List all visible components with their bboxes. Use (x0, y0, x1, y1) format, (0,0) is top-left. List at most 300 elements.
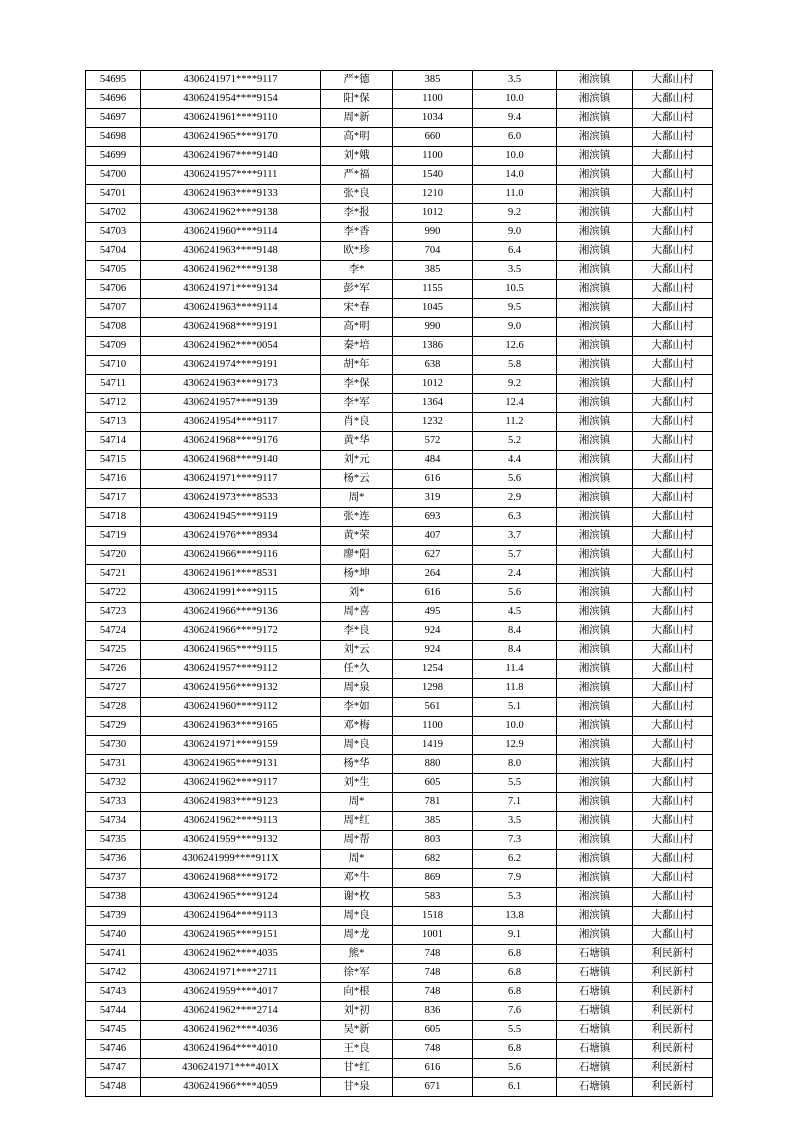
cell-village: 大鄱山村 (633, 394, 713, 413)
cell-person-name-masked: 杨*华 (321, 755, 393, 774)
cell-town: 湘滨镇 (557, 907, 633, 926)
table-row (86, 318, 713, 337)
cell-sequence-number: 54737 (86, 869, 141, 888)
table-row (86, 774, 713, 793)
cell-quantity: 5.7 (473, 546, 557, 565)
table-row (86, 546, 713, 565)
cell-person-name-masked: 周*良 (321, 736, 393, 755)
cell-amount: 1100 (393, 147, 473, 166)
cell-person-name-masked: 周*龙 (321, 926, 393, 945)
cell-village: 大鄱山村 (633, 299, 713, 318)
cell-quantity: 5.1 (473, 698, 557, 717)
cell-quantity: 6.8 (473, 983, 557, 1002)
cell-quantity: 3.7 (473, 527, 557, 546)
cell-quantity: 4.5 (473, 603, 557, 622)
cell-village: 大鄱山村 (633, 318, 713, 337)
cell-amount: 385 (393, 71, 473, 90)
cell-amount: 693 (393, 508, 473, 527)
cell-sequence-number: 54728 (86, 698, 141, 717)
cell-id-number-masked: 4306241962****9138 (141, 204, 321, 223)
cell-amount: 1034 (393, 109, 473, 128)
cell-person-name-masked: 吴*新 (321, 1021, 393, 1040)
cell-amount: 605 (393, 774, 473, 793)
cell-sequence-number: 54720 (86, 546, 141, 565)
cell-amount: 616 (393, 470, 473, 489)
cell-sequence-number: 54747 (86, 1059, 141, 1078)
table-row (86, 698, 713, 717)
cell-sequence-number: 54723 (86, 603, 141, 622)
cell-town: 湘滨镇 (557, 584, 633, 603)
cell-amount: 1232 (393, 413, 473, 432)
cell-id-number-masked: 4306241965****9151 (141, 926, 321, 945)
cell-quantity: 10.5 (473, 280, 557, 299)
cell-village: 利民新村 (633, 964, 713, 983)
cell-person-name-masked: 李* (321, 261, 393, 280)
cell-sequence-number: 54731 (86, 755, 141, 774)
cell-amount: 836 (393, 1002, 473, 1021)
cell-person-name-masked: 阳*保 (321, 90, 393, 109)
cell-village: 利民新村 (633, 1078, 713, 1097)
cell-quantity: 9.5 (473, 299, 557, 318)
cell-amount: 990 (393, 223, 473, 242)
cell-sequence-number: 54730 (86, 736, 141, 755)
cell-person-name-masked: 熊* (321, 945, 393, 964)
cell-id-number-masked: 4306241964****9113 (141, 907, 321, 926)
cell-quantity: 3.5 (473, 71, 557, 90)
cell-sequence-number: 54709 (86, 337, 141, 356)
cell-village: 大鄱山村 (633, 888, 713, 907)
cell-id-number-masked: 4306241962****4036 (141, 1021, 321, 1040)
cell-village: 大鄱山村 (633, 527, 713, 546)
cell-id-number-masked: 4306241959****4017 (141, 983, 321, 1002)
table-body (86, 71, 713, 1097)
cell-town: 湘滨镇 (557, 185, 633, 204)
cell-amount: 924 (393, 641, 473, 660)
cell-quantity: 6.8 (473, 964, 557, 983)
cell-amount: 561 (393, 698, 473, 717)
cell-sequence-number: 54741 (86, 945, 141, 964)
cell-id-number-masked: 4306241963****9133 (141, 185, 321, 204)
cell-person-name-masked: 张*良 (321, 185, 393, 204)
cell-village: 大鄱山村 (633, 508, 713, 527)
cell-person-name-masked: 谢*枚 (321, 888, 393, 907)
cell-id-number-masked: 4306241974****9191 (141, 356, 321, 375)
cell-quantity: 12.6 (473, 337, 557, 356)
cell-town: 湘滨镇 (557, 565, 633, 584)
cell-id-number-masked: 4306241959****9132 (141, 831, 321, 850)
cell-sequence-number: 54745 (86, 1021, 141, 1040)
cell-amount: 1001 (393, 926, 473, 945)
cell-village: 大鄱山村 (633, 261, 713, 280)
cell-id-number-masked: 4306241960****9114 (141, 223, 321, 242)
cell-village: 利民新村 (633, 1002, 713, 1021)
cell-village: 大鄱山村 (633, 622, 713, 641)
cell-quantity: 6.0 (473, 128, 557, 147)
cell-amount: 803 (393, 831, 473, 850)
cell-person-name-masked: 邓*梅 (321, 717, 393, 736)
cell-id-number-masked: 4306241966****9136 (141, 603, 321, 622)
cell-id-number-masked: 4306241956****9132 (141, 679, 321, 698)
table-row (86, 337, 713, 356)
cell-amount: 627 (393, 546, 473, 565)
cell-town: 湘滨镇 (557, 812, 633, 831)
table-row (86, 812, 713, 831)
cell-id-number-masked: 4306241971****9117 (141, 71, 321, 90)
cell-village: 大鄱山村 (633, 869, 713, 888)
table-row (86, 128, 713, 147)
cell-sequence-number: 54746 (86, 1040, 141, 1059)
cell-person-name-masked: 李*良 (321, 622, 393, 641)
cell-village: 大鄱山村 (633, 907, 713, 926)
cell-quantity: 9.2 (473, 204, 557, 223)
table-row (86, 717, 713, 736)
cell-id-number-masked: 4306241966****9116 (141, 546, 321, 565)
cell-amount: 1386 (393, 337, 473, 356)
cell-amount: 605 (393, 1021, 473, 1040)
cell-id-number-masked: 4306241968****9191 (141, 318, 321, 337)
cell-quantity: 9.2 (473, 375, 557, 394)
cell-quantity: 6.8 (473, 945, 557, 964)
cell-quantity: 7.3 (473, 831, 557, 850)
cell-amount: 671 (393, 1078, 473, 1097)
cell-amount: 385 (393, 261, 473, 280)
cell-town: 石塘镇 (557, 945, 633, 964)
cell-town: 湘滨镇 (557, 261, 633, 280)
table-row (86, 71, 713, 90)
cell-amount: 1045 (393, 299, 473, 318)
cell-town: 石塘镇 (557, 1078, 633, 1097)
cell-person-name-masked: 杨*坤 (321, 565, 393, 584)
table-row (86, 736, 713, 755)
cell-quantity: 2.4 (473, 565, 557, 584)
cell-sequence-number: 54725 (86, 641, 141, 660)
table-row (86, 964, 713, 983)
cell-town: 石塘镇 (557, 1059, 633, 1078)
cell-id-number-masked: 4306241963****9114 (141, 299, 321, 318)
cell-town: 湘滨镇 (557, 394, 633, 413)
cell-village: 大鄱山村 (633, 565, 713, 584)
cell-id-number-masked: 4306241983****9123 (141, 793, 321, 812)
cell-town: 湘滨镇 (557, 413, 633, 432)
cell-sequence-number: 54696 (86, 90, 141, 109)
cell-quantity: 13.8 (473, 907, 557, 926)
cell-id-number-masked: 4306241965****9170 (141, 128, 321, 147)
cell-person-name-masked: 肖*良 (321, 413, 393, 432)
cell-id-number-masked: 4306241954****9154 (141, 90, 321, 109)
table-row (86, 432, 713, 451)
cell-sequence-number: 54743 (86, 983, 141, 1002)
cell-town: 湘滨镇 (557, 375, 633, 394)
cell-town: 湘滨镇 (557, 204, 633, 223)
cell-amount: 990 (393, 318, 473, 337)
table-row (86, 109, 713, 128)
cell-village: 大鄱山村 (633, 204, 713, 223)
cell-village: 大鄱山村 (633, 698, 713, 717)
cell-amount: 1012 (393, 375, 473, 394)
cell-person-name-masked: 廖*阳 (321, 546, 393, 565)
cell-amount: 748 (393, 964, 473, 983)
cell-sequence-number: 54726 (86, 660, 141, 679)
table-row (86, 489, 713, 508)
cell-village: 大鄱山村 (633, 413, 713, 432)
table-row (86, 945, 713, 964)
cell-id-number-masked: 4306241965****9124 (141, 888, 321, 907)
cell-sequence-number: 54719 (86, 527, 141, 546)
cell-id-number-masked: 4306241968****9176 (141, 432, 321, 451)
cell-sequence-number: 54738 (86, 888, 141, 907)
cell-town: 湘滨镇 (557, 299, 633, 318)
cell-town: 湘滨镇 (557, 147, 633, 166)
table-row (86, 299, 713, 318)
cell-town: 湘滨镇 (557, 166, 633, 185)
cell-person-name-masked: 徐*军 (321, 964, 393, 983)
cell-id-number-masked: 4306241962****4035 (141, 945, 321, 964)
cell-id-number-masked: 4306241968****9172 (141, 869, 321, 888)
cell-sequence-number: 54722 (86, 584, 141, 603)
cell-quantity: 8.0 (473, 755, 557, 774)
cell-sequence-number: 54703 (86, 223, 141, 242)
table-row (86, 869, 713, 888)
cell-town: 湘滨镇 (557, 679, 633, 698)
cell-sequence-number: 54744 (86, 1002, 141, 1021)
cell-id-number-masked: 4306241991****9115 (141, 584, 321, 603)
cell-village: 大鄱山村 (633, 774, 713, 793)
cell-amount: 1540 (393, 166, 473, 185)
cell-sequence-number: 54695 (86, 71, 141, 90)
cell-sequence-number: 54715 (86, 451, 141, 470)
cell-village: 大鄱山村 (633, 223, 713, 242)
cell-town: 湘滨镇 (557, 793, 633, 812)
cell-amount: 495 (393, 603, 473, 622)
cell-quantity: 5.6 (473, 1059, 557, 1078)
cell-quantity: 5.6 (473, 470, 557, 489)
table-row (86, 641, 713, 660)
cell-sequence-number: 54718 (86, 508, 141, 527)
cell-village: 大鄱山村 (633, 375, 713, 394)
cell-id-number-masked: 4306241963****9165 (141, 717, 321, 736)
cell-village: 大鄱山村 (633, 109, 713, 128)
cell-village: 利民新村 (633, 1040, 713, 1059)
cell-amount: 484 (393, 451, 473, 470)
cell-town: 湘滨镇 (557, 356, 633, 375)
cell-person-name-masked: 李*香 (321, 223, 393, 242)
cell-amount: 616 (393, 584, 473, 603)
cell-person-name-masked: 周*良 (321, 907, 393, 926)
cell-village: 大鄱山村 (633, 470, 713, 489)
cell-town: 湘滨镇 (557, 432, 633, 451)
table-row (86, 679, 713, 698)
cell-town: 湘滨镇 (557, 850, 633, 869)
cell-person-name-masked: 胡*年 (321, 356, 393, 375)
cell-village: 大鄱山村 (633, 679, 713, 698)
cell-sequence-number: 54735 (86, 831, 141, 850)
table-row (86, 394, 713, 413)
cell-id-number-masked: 4306241962****2714 (141, 1002, 321, 1021)
cell-village: 大鄱山村 (633, 90, 713, 109)
cell-amount: 880 (393, 755, 473, 774)
cell-id-number-masked: 4306241957****9111 (141, 166, 321, 185)
cell-village: 大鄱山村 (633, 546, 713, 565)
cell-person-name-masked: 李*军 (321, 394, 393, 413)
cell-town: 湘滨镇 (557, 337, 633, 356)
cell-town: 湘滨镇 (557, 736, 633, 755)
cell-sequence-number: 54704 (86, 242, 141, 261)
table-row (86, 565, 713, 584)
cell-village: 利民新村 (633, 1059, 713, 1078)
cell-amount: 1012 (393, 204, 473, 223)
cell-person-name-masked: 高*明 (321, 318, 393, 337)
cell-amount: 319 (393, 489, 473, 508)
cell-id-number-masked: 4306241971****9134 (141, 280, 321, 299)
table-row (86, 261, 713, 280)
cell-sequence-number: 54733 (86, 793, 141, 812)
cell-person-name-masked: 周*泉 (321, 679, 393, 698)
cell-sequence-number: 54736 (86, 850, 141, 869)
table-row (86, 907, 713, 926)
cell-amount: 924 (393, 622, 473, 641)
cell-id-number-masked: 4306241971****2711 (141, 964, 321, 983)
cell-amount: 1155 (393, 280, 473, 299)
cell-town: 湘滨镇 (557, 755, 633, 774)
cell-town: 湘滨镇 (557, 869, 633, 888)
cell-quantity: 14.0 (473, 166, 557, 185)
cell-village: 大鄱山村 (633, 850, 713, 869)
cell-id-number-masked: 4306241966****4059 (141, 1078, 321, 1097)
cell-town: 湘滨镇 (557, 641, 633, 660)
cell-town: 湘滨镇 (557, 242, 633, 261)
cell-village: 大鄱山村 (633, 489, 713, 508)
benefit-roster-table (85, 70, 713, 1097)
cell-quantity: 9.1 (473, 926, 557, 945)
cell-amount: 682 (393, 850, 473, 869)
cell-town: 石塘镇 (557, 1040, 633, 1059)
cell-person-name-masked: 向*根 (321, 983, 393, 1002)
cell-person-name-masked: 甘*泉 (321, 1078, 393, 1097)
table-row (86, 660, 713, 679)
table-row (86, 850, 713, 869)
cell-sequence-number: 54739 (86, 907, 141, 926)
cell-amount: 660 (393, 128, 473, 147)
cell-id-number-masked: 4306241965****9131 (141, 755, 321, 774)
cell-id-number-masked: 4306241962****9117 (141, 774, 321, 793)
cell-town: 湘滨镇 (557, 128, 633, 147)
cell-person-name-masked: 杨*云 (321, 470, 393, 489)
cell-person-name-masked: 周* (321, 489, 393, 508)
cell-id-number-masked: 4306241965****9115 (141, 641, 321, 660)
cell-amount: 1518 (393, 907, 473, 926)
cell-sequence-number: 54711 (86, 375, 141, 394)
cell-id-number-masked: 4306241960****9112 (141, 698, 321, 717)
cell-amount: 638 (393, 356, 473, 375)
cell-sequence-number: 54697 (86, 109, 141, 128)
cell-town: 湘滨镇 (557, 660, 633, 679)
cell-village: 大鄱山村 (633, 717, 713, 736)
cell-village: 大鄱山村 (633, 641, 713, 660)
cell-person-name-masked: 秦*培 (321, 337, 393, 356)
cell-person-name-masked: 严*德 (321, 71, 393, 90)
cell-town: 湘滨镇 (557, 280, 633, 299)
cell-sequence-number: 54717 (86, 489, 141, 508)
table-row (86, 793, 713, 812)
cell-person-name-masked: 刘*生 (321, 774, 393, 793)
cell-village: 大鄱山村 (633, 432, 713, 451)
cell-sequence-number: 54698 (86, 128, 141, 147)
cell-person-name-masked: 周*帮 (321, 831, 393, 850)
cell-id-number-masked: 4306241963****9173 (141, 375, 321, 394)
cell-town: 湘滨镇 (557, 90, 633, 109)
cell-village: 大鄱山村 (633, 451, 713, 470)
cell-quantity: 5.5 (473, 1021, 557, 1040)
cell-quantity: 8.4 (473, 641, 557, 660)
table-row (86, 223, 713, 242)
cell-person-name-masked: 李*如 (321, 698, 393, 717)
cell-id-number-masked: 4306241963****9148 (141, 242, 321, 261)
cell-sequence-number: 54714 (86, 432, 141, 451)
table-row (86, 926, 713, 945)
table-row (86, 185, 713, 204)
cell-id-number-masked: 4306241954****9117 (141, 413, 321, 432)
cell-sequence-number: 54748 (86, 1078, 141, 1097)
cell-sequence-number: 54740 (86, 926, 141, 945)
table-row (86, 888, 713, 907)
cell-person-name-masked: 周* (321, 850, 393, 869)
cell-quantity: 9.0 (473, 318, 557, 337)
cell-person-name-masked: 李*报 (321, 204, 393, 223)
cell-quantity: 6.4 (473, 242, 557, 261)
cell-quantity: 7.9 (473, 869, 557, 888)
cell-town: 湘滨镇 (557, 527, 633, 546)
cell-sequence-number: 54716 (86, 470, 141, 489)
table-row (86, 413, 713, 432)
cell-amount: 572 (393, 432, 473, 451)
cell-sequence-number: 54702 (86, 204, 141, 223)
cell-sequence-number: 54699 (86, 147, 141, 166)
cell-quantity: 6.2 (473, 850, 557, 869)
cell-quantity: 5.8 (473, 356, 557, 375)
cell-village: 大鄱山村 (633, 242, 713, 261)
cell-sequence-number: 54708 (86, 318, 141, 337)
cell-quantity: 6.8 (473, 1040, 557, 1059)
table-row (86, 451, 713, 470)
table-row (86, 527, 713, 546)
table-row (86, 622, 713, 641)
cell-id-number-masked: 4306241967****9140 (141, 147, 321, 166)
cell-sequence-number: 54701 (86, 185, 141, 204)
cell-village: 大鄱山村 (633, 660, 713, 679)
cell-id-number-masked: 4306241962****9113 (141, 812, 321, 831)
cell-village: 大鄱山村 (633, 584, 713, 603)
cell-id-number-masked: 4306241961****8531 (141, 565, 321, 584)
cell-amount: 583 (393, 888, 473, 907)
cell-person-name-masked: 彭*军 (321, 280, 393, 299)
cell-id-number-masked: 4306241971****9159 (141, 736, 321, 755)
cell-id-number-masked: 4306241957****9112 (141, 660, 321, 679)
cell-sequence-number: 54729 (86, 717, 141, 736)
table-row (86, 470, 713, 489)
table-row (86, 147, 713, 166)
cell-village: 大鄱山村 (633, 185, 713, 204)
cell-amount: 616 (393, 1059, 473, 1078)
cell-town: 湘滨镇 (557, 71, 633, 90)
cell-sequence-number: 54705 (86, 261, 141, 280)
cell-quantity: 11.0 (473, 185, 557, 204)
cell-village: 利民新村 (633, 983, 713, 1002)
cell-sequence-number: 54700 (86, 166, 141, 185)
table-row (86, 1021, 713, 1040)
cell-village: 大鄱山村 (633, 812, 713, 831)
cell-person-name-masked: 严*福 (321, 166, 393, 185)
cell-village: 大鄱山村 (633, 793, 713, 812)
